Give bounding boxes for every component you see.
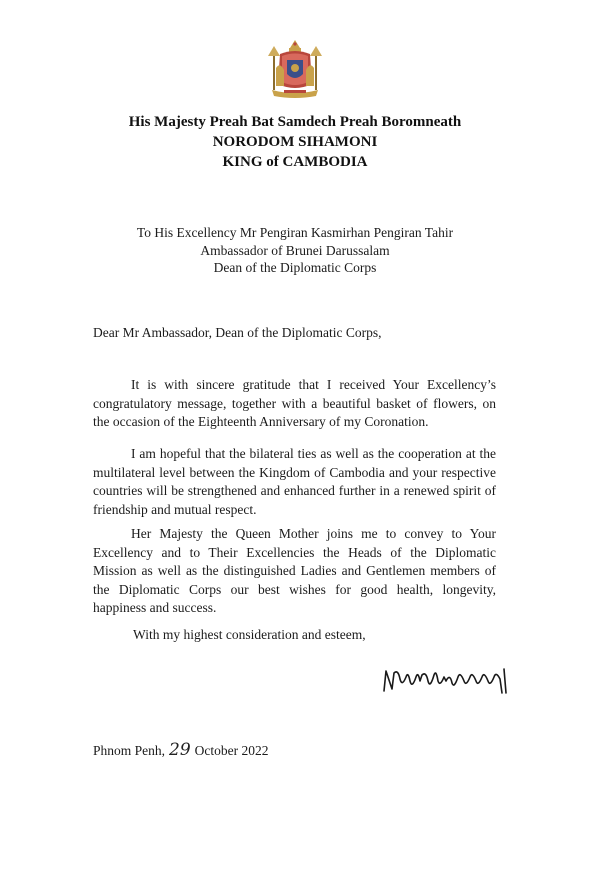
royal-coat-of-arms-icon [262, 38, 328, 100]
recipient-name: To His Excellency Mr Pengiran Kasmirhan Pengiran Tahir [136, 225, 454, 240]
salutation: Dear Mr Ambassador, Dean of the Diplomatic Corps, [93, 325, 382, 340]
sender-name: NORODOM SIHAMONI [212, 134, 378, 150]
month-year: October 2022 [194, 743, 269, 758]
sender-header [0, 112, 590, 172]
handwritten-day: 29 [169, 740, 191, 760]
recipient-position: Ambassador of Brunei Darussalam [200, 242, 390, 258]
body-paragraph-1: It is with sincere gratitude that I received Your Excellency’s congratulatory message, together with a beautiful basket of flowers, on the occasion of the Eighteenth Anniversary of my Coronation. [93, 377, 496, 429]
closing-line: With my highest consideration and esteem, [133, 627, 366, 642]
body-paragraph-2: I am hopeful that the bilateral ties as well as the cooperation at the multilateral level between the Kingdom of Cambodia and your respective countries will be strengthened and enhanced further in a renewed spirit of friendship and mutual respect. [93, 446, 496, 517]
recipient-role: Dean of the Diplomatic Corps [213, 260, 377, 275]
recipient-block [0, 224, 590, 277]
handwritten-signature [380, 663, 516, 699]
sender-position: KING of CAMBODIA [222, 154, 368, 170]
place-and-date [93, 741, 269, 760]
sender-title: His Majesty Preah Bat Samdech Preah Boromneath [128, 114, 462, 130]
place: Phnom Penh, [93, 743, 166, 758]
body-paragraph-3: Her Majesty the Queen Mother joins me to convey to Your Excellency and to Their Excellencies the Heads of the Diplomatic Mission as well as the distinguished Ladies and Gentlemen members of the Diplomatic Corps our best wishes for good health, longevity, happiness and success. [93, 526, 496, 615]
